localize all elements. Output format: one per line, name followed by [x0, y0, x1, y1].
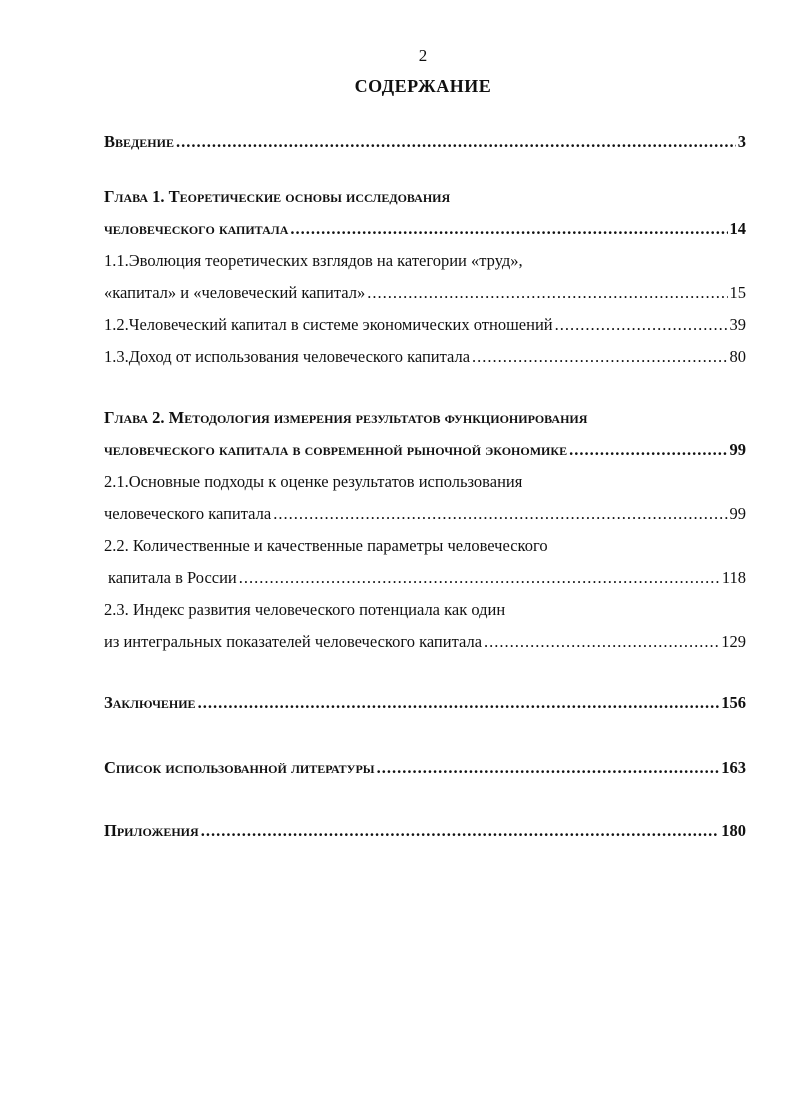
toc-chapter-1[interactable] — [104, 218, 746, 240]
toc-entry-page: 163 — [721, 758, 746, 777]
leader-dots — [290, 218, 727, 240]
toc-entry-introduction[interactable] — [104, 131, 746, 153]
toc-entry-page: 39 — [729, 315, 746, 334]
toc-entry-text: 2.3. Индекс развития человеческого потенциала как один — [104, 600, 506, 619]
page-number: 2 — [418, 46, 428, 65]
toc-entry-text: Список использованной литературы — [104, 758, 375, 777]
leader-dots — [273, 503, 727, 525]
toc-section-2-2-heading[interactable] — [104, 535, 746, 557]
page-title: СОДЕРЖАНИЕ — [354, 76, 492, 96]
toc-section-1-1-heading[interactable] — [104, 250, 746, 272]
toc-entry-conclusion[interactable] — [104, 692, 746, 714]
toc-section-2-3[interactable] — [104, 631, 746, 653]
toc-entry-page: 156 — [721, 693, 746, 712]
toc-entry-page: 180 — [721, 821, 746, 840]
leader-dots — [198, 692, 720, 714]
toc-entry-text: 1.1.Эволюция теоретических взглядов на категории «труд», — [104, 251, 523, 270]
toc-entry-text: капитала в России — [108, 568, 237, 587]
toc-entry-text: Заключение — [104, 693, 196, 712]
toc-entry-page: 129 — [721, 632, 746, 651]
toc-entry-page: 99 — [729, 504, 746, 523]
toc-entry-text: «капитал» и «человеческий капитал» — [104, 283, 366, 302]
toc-entry-text: Приложения — [104, 821, 199, 840]
toc-entry-text: из интегральных показателей человеческого капитала — [104, 632, 483, 651]
toc-entry-text: 1.2.Человеческий капитал в системе экономических отношений — [104, 315, 553, 334]
toc-entry-text: Глава 1. Теоретические основы исследования — [104, 187, 451, 206]
leader-dots — [555, 314, 728, 336]
toc-chapter-1-heading[interactable] — [104, 186, 746, 208]
toc-entry-page: 99 — [729, 440, 746, 459]
toc-entry-page: 15 — [729, 283, 746, 302]
leader-dots — [367, 282, 727, 304]
toc-entry-page: 80 — [729, 347, 746, 366]
toc-entry-appendices[interactable] — [104, 820, 746, 842]
toc-entry-text: человеческого капитала — [104, 219, 289, 238]
toc-entry-page: 118 — [721, 568, 746, 587]
toc-section-2-2[interactable] — [108, 567, 746, 589]
toc-section-2-1-heading[interactable] — [104, 471, 746, 493]
toc-entry-page: 3 — [737, 132, 746, 151]
toc-entry-bibliography[interactable] — [104, 757, 746, 779]
toc-entry-text: Введение — [104, 132, 174, 151]
toc-entry-text: человеческого капитала в современной рыночной экономике — [104, 440, 568, 459]
toc-entry-text: Глава 2. Методология измерения результатов функционирования — [104, 408, 588, 427]
toc-entry-text: человеческого капитала — [104, 504, 272, 523]
toc-section-1-1[interactable] — [104, 282, 746, 304]
toc-entry-page: 14 — [729, 219, 746, 238]
leader-dots — [377, 757, 720, 779]
toc-section-2-1[interactable] — [104, 503, 746, 525]
toc-chapter-2[interactable] — [104, 439, 746, 461]
toc-chapter-2-heading[interactable] — [104, 407, 746, 429]
toc-entry-text: 1.3.Доход от использования человеческого капитала — [104, 347, 471, 366]
toc-section-2-3-heading[interactable] — [104, 599, 746, 621]
leader-dots — [484, 631, 719, 653]
leader-dots — [201, 820, 720, 842]
toc-section-1-3[interactable] — [104, 346, 746, 368]
leader-dots — [239, 567, 720, 589]
toc-entry-text: 2.1.Основные подходы к оценке результатов использования — [104, 472, 523, 491]
leader-dots — [569, 439, 727, 461]
leader-dots — [176, 131, 736, 153]
toc-entry-text: 2.2. Количественные и качественные параметры человеческого — [104, 536, 548, 555]
toc-section-1-2[interactable] — [104, 314, 746, 336]
leader-dots — [472, 346, 727, 368]
